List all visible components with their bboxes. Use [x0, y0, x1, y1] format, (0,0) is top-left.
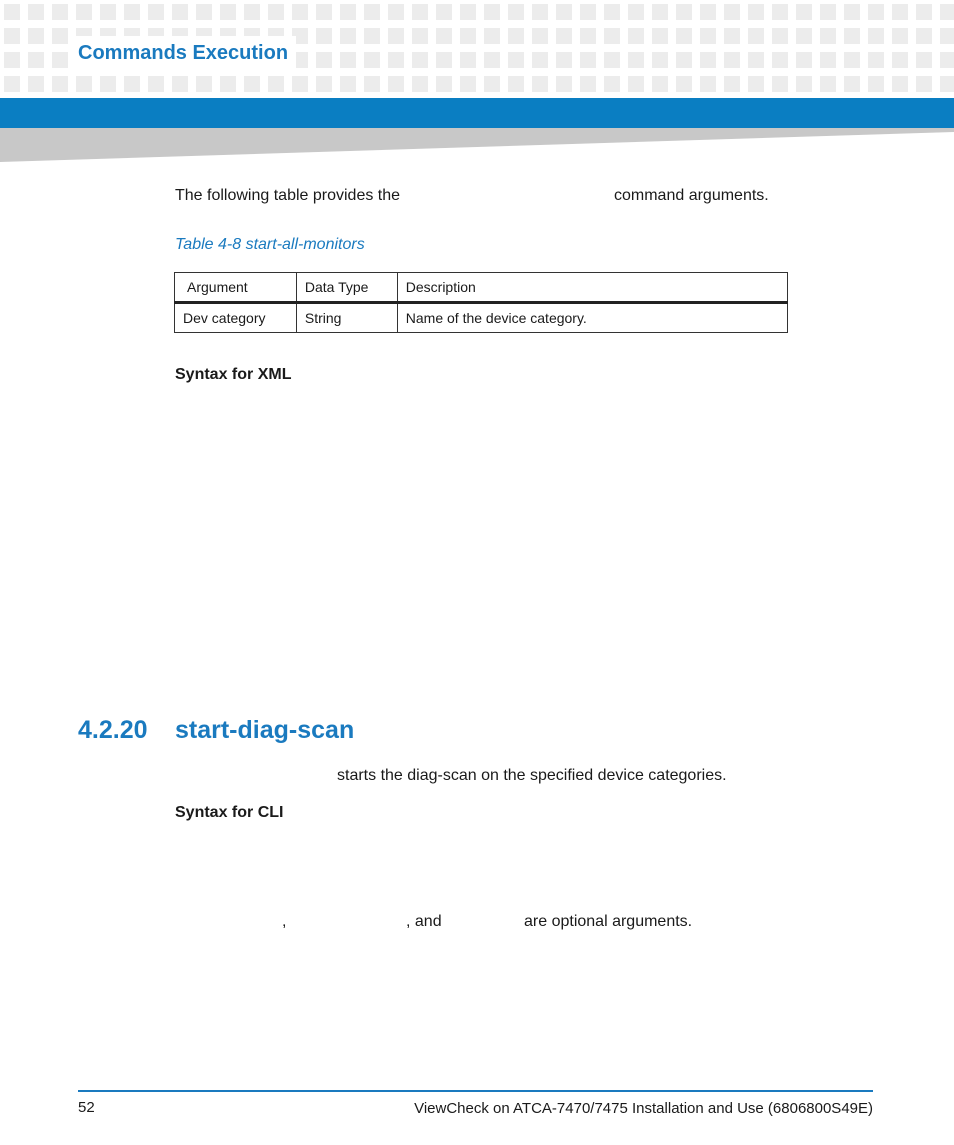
header-blue-band [0, 98, 954, 128]
intro-text-after: command arguments. [614, 187, 769, 204]
footer-rule [78, 1090, 873, 1092]
table-header-row [175, 273, 788, 303]
table-cell-description: Name of the device category. [397, 303, 787, 333]
page-header-title: Commands Execution [70, 36, 296, 70]
syntax-cli-heading: Syntax for CLI [175, 804, 284, 821]
intro-text-before: The following table provides the [175, 187, 401, 204]
column-header-description: Description [397, 273, 787, 303]
optional-args-text: are optional arguments. [524, 913, 693, 930]
section-heading [78, 716, 354, 745]
syntax-xml-heading: Syntax for XML [175, 366, 292, 383]
optional-args-separator-1: , [282, 913, 287, 930]
column-header-data-type: Data Type [296, 273, 397, 303]
column-header-argument: Argument [175, 273, 297, 303]
section-description: starts the diag-scan on the specified device categories. [337, 767, 727, 784]
section-title: start-diag-scan [175, 716, 355, 744]
page-number: 52 [78, 1099, 95, 1116]
header-gray-wedge [0, 128, 954, 164]
arguments-table [174, 272, 788, 333]
footer-document-title: ViewCheck on ATCA-7470/7475 Installation and Use (6806800S49E) [414, 1100, 873, 1117]
table-cell-argument: Dev category [175, 303, 297, 333]
table-row [175, 303, 788, 333]
table-cell-data-type: String [296, 303, 397, 333]
optional-args-separator-2: , and [406, 913, 442, 930]
table-caption: Table 4-8 start-all-monitors [175, 236, 365, 253]
section-number: 4.2.20 [78, 716, 148, 744]
